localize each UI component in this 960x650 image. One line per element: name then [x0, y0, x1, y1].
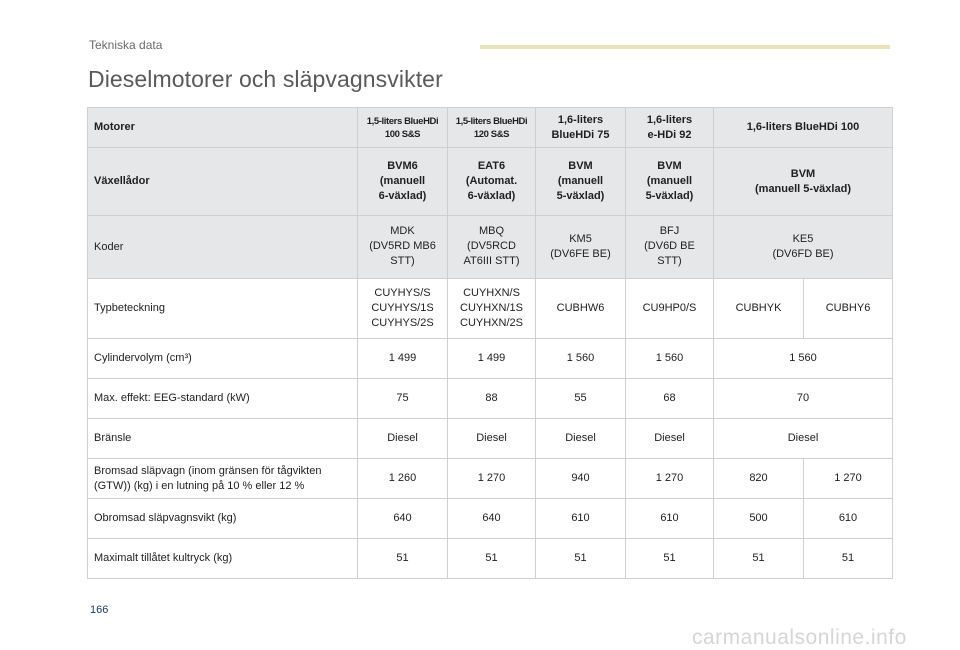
row-label: Cylindervolym (cm³): [88, 339, 358, 379]
cell-gearbox-2: EAT6 (Automat. 6-växlad): [448, 148, 536, 216]
cell-power-4: 68: [626, 379, 714, 419]
row-label: Max. effekt: EEG-standard (kW): [88, 379, 358, 419]
cell-noseweight-4: 51: [626, 539, 714, 579]
cell-power-3: 55: [536, 379, 626, 419]
cell-power-5: 70: [714, 379, 893, 419]
cell-volume-4: 1 560: [626, 339, 714, 379]
cell-noseweight-3: 51: [536, 539, 626, 579]
cell-braked-6: 1 270: [804, 459, 893, 499]
row-label: Maximalt tillåtet kultryck (kg): [88, 539, 358, 579]
cell-type-5: CUBHYK: [714, 279, 804, 339]
cell-noseweight-2: 51: [448, 539, 536, 579]
cell-braked-1: 1 260: [358, 459, 448, 499]
cell-type-6: CUBHY6: [804, 279, 893, 339]
cell-motor-4: 1,6-liters e-HDi 92: [626, 108, 714, 148]
row-label: Obromsad släpvagnsvikt (kg): [88, 499, 358, 539]
cell-volume-3: 1 560: [536, 339, 626, 379]
page-number: 166: [90, 604, 109, 616]
section-label: Tekniska data: [89, 38, 163, 52]
cell-motor-1: 1,5-liters BlueHDi 100 S&S: [358, 108, 448, 148]
page-title: Dieselmotorer och släpvagnsvikter: [88, 66, 443, 92]
header-rule: [480, 45, 890, 49]
row-typbeteckning: [88, 279, 893, 339]
cell-noseweight-1: 51: [358, 539, 448, 579]
cell-unbraked-3: 610: [536, 499, 626, 539]
cell-motor-5: 1,6-liters BlueHDi 100: [714, 108, 893, 148]
cell-gearbox-3: BVM (manuell 5-växlad): [536, 148, 626, 216]
cell-motor-2: 1,5-liters BlueHDi 120 S&S: [448, 108, 536, 148]
cell-braked-4: 1 270: [626, 459, 714, 499]
cell-volume-2: 1 499: [448, 339, 536, 379]
cell-type-4: CU9HP0/S: [626, 279, 714, 339]
cell-power-1: 75: [358, 379, 448, 419]
cell-noseweight-6: 51: [804, 539, 893, 579]
row-label: Bränsle: [88, 419, 358, 459]
cell-volume-5: 1 560: [714, 339, 893, 379]
cell-unbraked-1: 640: [358, 499, 448, 539]
cell-type-3: CUBHW6: [536, 279, 626, 339]
row-motorer: [88, 108, 893, 148]
cell-code-5: KE5 (DV6FD BE): [714, 216, 893, 279]
cell-code-4: BFJ (DV6D BE STT): [626, 216, 714, 279]
row-koder: [88, 216, 893, 279]
row-bransle: [88, 419, 893, 459]
cell-gearbox-4: BVM (manuell 5-växlad): [626, 148, 714, 216]
cell-power-2: 88: [448, 379, 536, 419]
cell-noseweight-5: 51: [714, 539, 804, 579]
row-vaxellador: [88, 148, 893, 216]
row-label: Typbeteckning: [88, 279, 358, 339]
cell-code-1: MDK (DV5RD MB6 STT): [358, 216, 448, 279]
cell-unbraked-4: 610: [626, 499, 714, 539]
row-label: Bromsad släpvagn (inom gränsen för tågvikten (GTW)) (kg) i en lutning på 10 % eller 12 %: [88, 459, 358, 499]
cell-fuel-1: Diesel: [358, 419, 448, 459]
row-effekt: [88, 379, 893, 419]
row-bromsad: [88, 459, 893, 499]
spec-table: [87, 107, 893, 579]
row-label: Växellådor: [88, 148, 358, 216]
cell-braked-3: 940: [536, 459, 626, 499]
cell-code-2: MBQ (DV5RCD AT6III STT): [448, 216, 536, 279]
cell-fuel-2: Diesel: [448, 419, 536, 459]
cell-unbraked-5: 500: [714, 499, 804, 539]
cell-code-3: KM5 (DV6FE BE): [536, 216, 626, 279]
row-label: Koder: [88, 216, 358, 279]
row-label: Motorer: [88, 108, 358, 148]
cell-motor-3: 1,6-liters BlueHDi 75: [536, 108, 626, 148]
row-obromsad: [88, 499, 893, 539]
cell-gearbox-1: BVM6 (manuell 6-växlad): [358, 148, 448, 216]
cell-type-1: CUYHYS/S CUYHYS/1S CUYHYS/2S: [358, 279, 448, 339]
cell-braked-5: 820: [714, 459, 804, 499]
watermark: carmanualsonline.info: [692, 626, 907, 649]
cell-gearbox-5: BVM (manuell 5-växlad): [714, 148, 893, 216]
row-kultryck: [88, 539, 893, 579]
cell-fuel-4: Diesel: [626, 419, 714, 459]
cell-type-2: CUYHXN/S CUYHXN/1S CUYHXN/2S: [448, 279, 536, 339]
cell-fuel-3: Diesel: [536, 419, 626, 459]
cell-unbraked-6: 610: [804, 499, 893, 539]
cell-fuel-5: Diesel: [714, 419, 893, 459]
cell-braked-2: 1 270: [448, 459, 536, 499]
cell-volume-1: 1 499: [358, 339, 448, 379]
cell-unbraked-2: 640: [448, 499, 536, 539]
row-cylindervolym: [88, 339, 893, 379]
